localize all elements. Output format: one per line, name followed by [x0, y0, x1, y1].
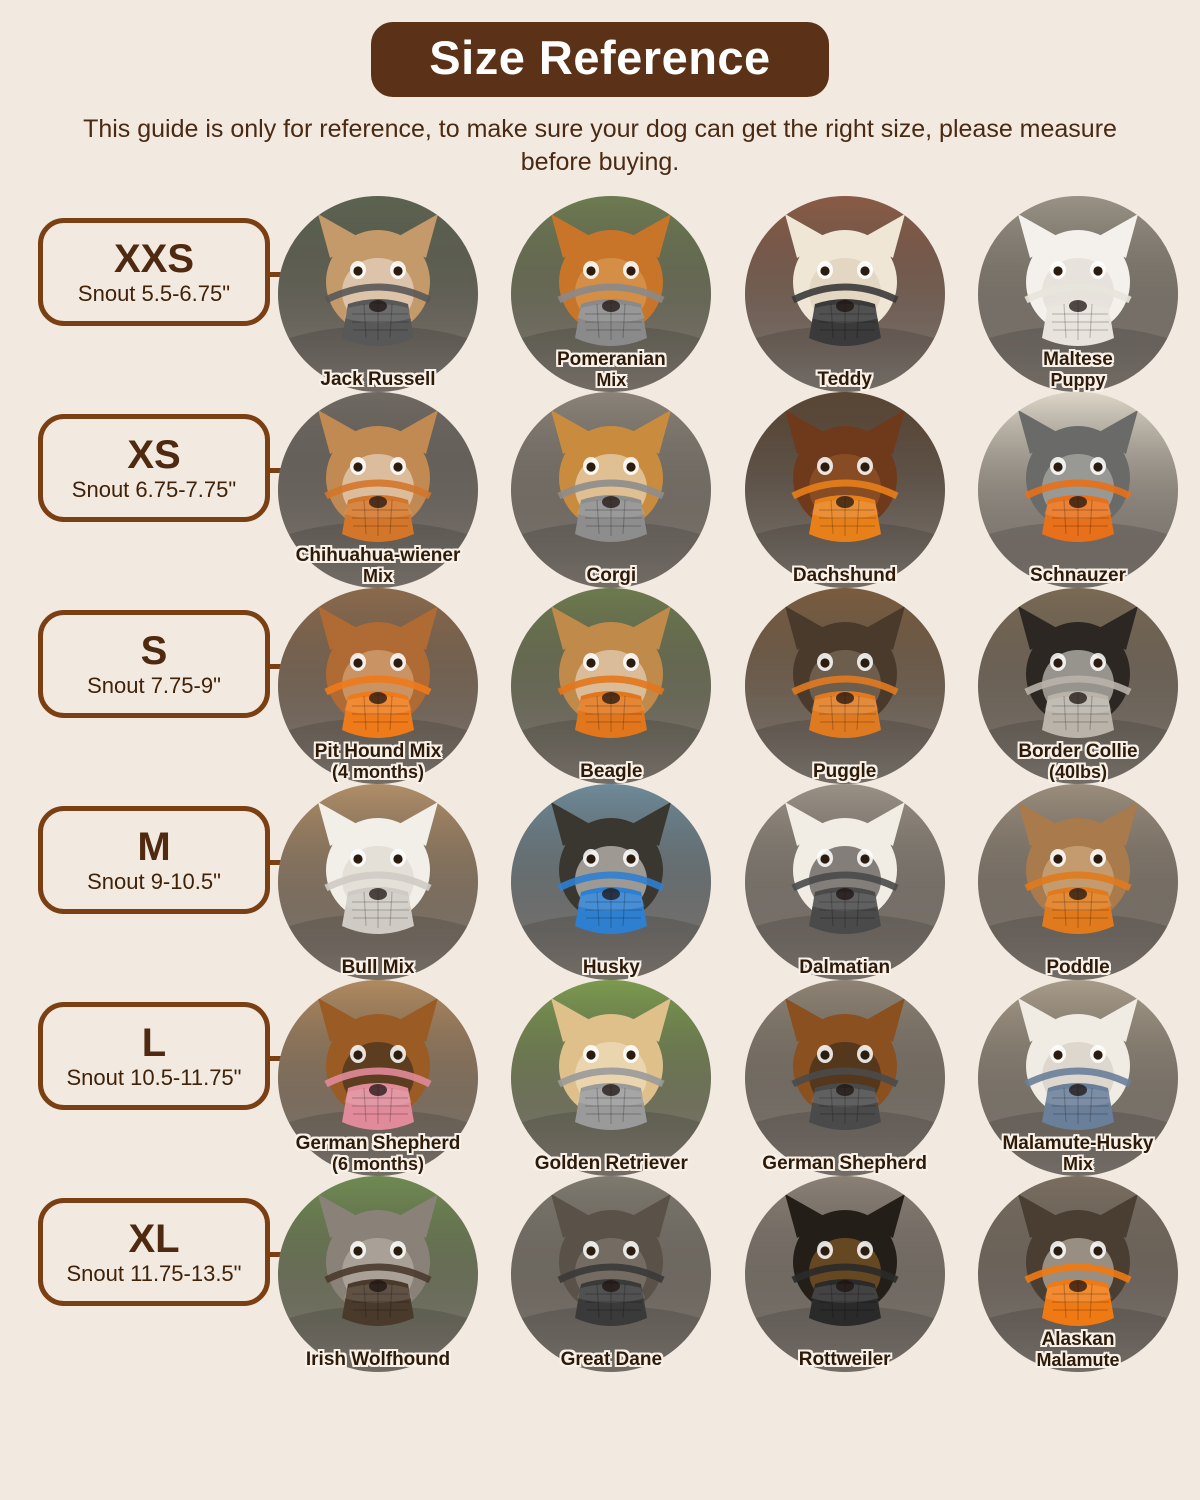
- dog-breed-caption: [966, 1330, 1190, 1370]
- dog-breed-note: Malamute: [1036, 1349, 1120, 1370]
- dog-card: [511, 784, 711, 980]
- dog-breed-name: Dalmatian: [799, 956, 891, 978]
- dog-breed-name: Poddle: [1046, 956, 1110, 978]
- dog-breed-name: Schnauzer: [1029, 564, 1127, 586]
- dog-card: [278, 588, 478, 784]
- dog-breed-name: Golden Retriever: [534, 1152, 688, 1174]
- dog-breed-name: Puggle: [812, 760, 877, 782]
- size-row: [0, 588, 1200, 784]
- dog-photo: [278, 1176, 478, 1372]
- dog-breed-caption: [966, 1134, 1190, 1174]
- dog-card: [745, 392, 945, 588]
- dog-breed-name: Great Dane: [560, 1348, 663, 1370]
- dog-breed-caption: [733, 370, 957, 391]
- dog-breed-caption: [733, 566, 957, 587]
- dog-breed-caption: [966, 742, 1190, 782]
- size-pill-l: [38, 1002, 270, 1110]
- dog-breed-note: Mix: [596, 369, 627, 390]
- dog-card: [278, 392, 478, 588]
- size-rows: [0, 196, 1200, 1372]
- dog-breed-name: Dachshund: [792, 564, 897, 586]
- size-label: L: [141, 1021, 167, 1066]
- dog-breed-caption: [499, 762, 723, 783]
- size-pill-m: [38, 806, 270, 914]
- dog-breed-note: Mix: [1062, 1153, 1093, 1174]
- dog-card: [278, 980, 478, 1176]
- size-row: [0, 980, 1200, 1176]
- dog-breed-note: (4 months): [332, 761, 424, 782]
- dog-breed-name: Pit Hound Mix: [314, 741, 442, 763]
- dog-breed-caption: [733, 1350, 957, 1371]
- snout-range: Snout 9-10.5": [87, 869, 221, 895]
- dog-breed-name: Malamute-Husky: [1002, 1133, 1154, 1155]
- dog-breed-caption: [266, 546, 490, 586]
- dog-photo: [511, 1176, 711, 1372]
- dog-breed-caption: [733, 958, 957, 979]
- size-row: [0, 784, 1200, 980]
- dog-photo: [978, 784, 1178, 980]
- dog-photo: [745, 392, 945, 588]
- dog-photo: [745, 196, 945, 392]
- dog-breed-caption: [499, 1350, 723, 1371]
- dog-breed-name: German Shepherd: [762, 1152, 928, 1174]
- dog-breed-caption: [266, 958, 490, 979]
- dog-breed-note: (40lbs): [1048, 761, 1107, 782]
- size-pill-xl: [38, 1198, 270, 1306]
- dog-card-group: [278, 196, 1178, 392]
- snout-range: Snout 10.5-11.75": [66, 1065, 242, 1091]
- dog-card-group: [278, 784, 1178, 980]
- dog-breed-name: Maltese: [1043, 349, 1113, 371]
- dog-card: [978, 588, 1178, 784]
- dog-breed-name: Border Collie: [1018, 741, 1138, 763]
- size-row: [0, 196, 1200, 392]
- page-title: Size Reference: [371, 22, 828, 97]
- dog-breed-caption: [499, 958, 723, 979]
- dog-breed-name: Husky: [582, 956, 640, 978]
- dog-breed-caption: [266, 1134, 490, 1174]
- dog-photo: [745, 588, 945, 784]
- dog-card-group: [278, 588, 1178, 784]
- snout-range: Snout 5.5-6.75": [77, 281, 231, 307]
- dog-breed-name: Alaskan: [1041, 1329, 1115, 1351]
- dog-card: [978, 784, 1178, 980]
- dog-breed-name: Chihuahua-wiener: [295, 545, 461, 567]
- dog-card: [278, 1176, 478, 1372]
- snout-range: Snout 11.75-13.5": [66, 1261, 242, 1287]
- dog-photo: [278, 196, 478, 392]
- dog-photo: [745, 784, 945, 980]
- dog-breed-name: Teddy: [817, 368, 872, 390]
- dog-card: [511, 392, 711, 588]
- dog-photo: [745, 1176, 945, 1372]
- dog-breed-caption: [966, 958, 1190, 979]
- size-label: XS: [127, 433, 181, 478]
- dog-breed-name: Pomeranian: [556, 349, 666, 371]
- dog-breed-caption: [266, 742, 490, 782]
- dog-card-group: [278, 1176, 1178, 1372]
- dog-card: [511, 980, 711, 1176]
- snout-range: Snout 6.75-7.75": [71, 477, 237, 503]
- dog-breed-name: Bull Mix: [341, 956, 415, 978]
- dog-card: [511, 1176, 711, 1372]
- dog-photo: [511, 784, 711, 980]
- dog-breed-name: Irish Wolfhound: [305, 1348, 451, 1370]
- dog-card: [745, 980, 945, 1176]
- dog-breed-caption: [733, 762, 957, 783]
- dog-breed-name: Jack Russell: [320, 368, 436, 390]
- size-label: S: [140, 629, 168, 674]
- dog-breed-caption: [499, 350, 723, 390]
- dog-card: [978, 1176, 1178, 1372]
- dog-card: [745, 784, 945, 980]
- dog-breed-caption: [499, 566, 723, 587]
- size-label: M: [137, 825, 171, 870]
- size-row: [0, 1176, 1200, 1372]
- dog-card: [511, 196, 711, 392]
- dog-card: [278, 784, 478, 980]
- size-pill-xxs: [38, 218, 270, 326]
- dog-photo: [978, 392, 1178, 588]
- size-label: XXS: [113, 237, 195, 282]
- dog-card: [745, 588, 945, 784]
- dog-breed-name: German Shepherd: [295, 1133, 461, 1155]
- dog-photo: [511, 980, 711, 1176]
- dog-card: [278, 196, 478, 392]
- title-banner: [0, 0, 1200, 97]
- dog-photo: [278, 784, 478, 980]
- dog-card-group: [278, 392, 1178, 588]
- dog-breed-name: Corgi: [586, 564, 637, 586]
- dog-breed-caption: [266, 370, 490, 391]
- page-subtitle: This guide is only for reference, to make sure your dog can get the right size, please measure before buying.: [83, 115, 1117, 176]
- dog-breed-note: (6 months): [332, 1153, 424, 1174]
- dog-card: [745, 1176, 945, 1372]
- dog-breed-caption: [966, 566, 1190, 587]
- dog-photo: [745, 980, 945, 1176]
- dog-breed-name: Rottweiler: [798, 1348, 891, 1370]
- dog-breed-caption: [733, 1154, 957, 1175]
- dog-card: [745, 196, 945, 392]
- dog-breed-caption: [266, 1350, 490, 1371]
- snout-range: Snout 7.75-9": [87, 673, 221, 699]
- size-pill-s: [38, 610, 270, 718]
- dog-breed-note: Puppy: [1050, 369, 1106, 390]
- size-pill-xs: [38, 414, 270, 522]
- dog-breed-name: Beagle: [580, 760, 643, 782]
- size-label: XL: [128, 1217, 180, 1262]
- dog-card: [978, 980, 1178, 1176]
- dog-photo: [511, 588, 711, 784]
- dog-card: [978, 196, 1178, 392]
- dog-card: [511, 588, 711, 784]
- size-row: [0, 392, 1200, 588]
- dog-card-group: [278, 980, 1178, 1176]
- dog-breed-caption: [499, 1154, 723, 1175]
- dog-breed-caption: [966, 350, 1190, 390]
- dog-photo: [511, 392, 711, 588]
- dog-card: [978, 392, 1178, 588]
- dog-breed-note: Mix: [362, 565, 393, 586]
